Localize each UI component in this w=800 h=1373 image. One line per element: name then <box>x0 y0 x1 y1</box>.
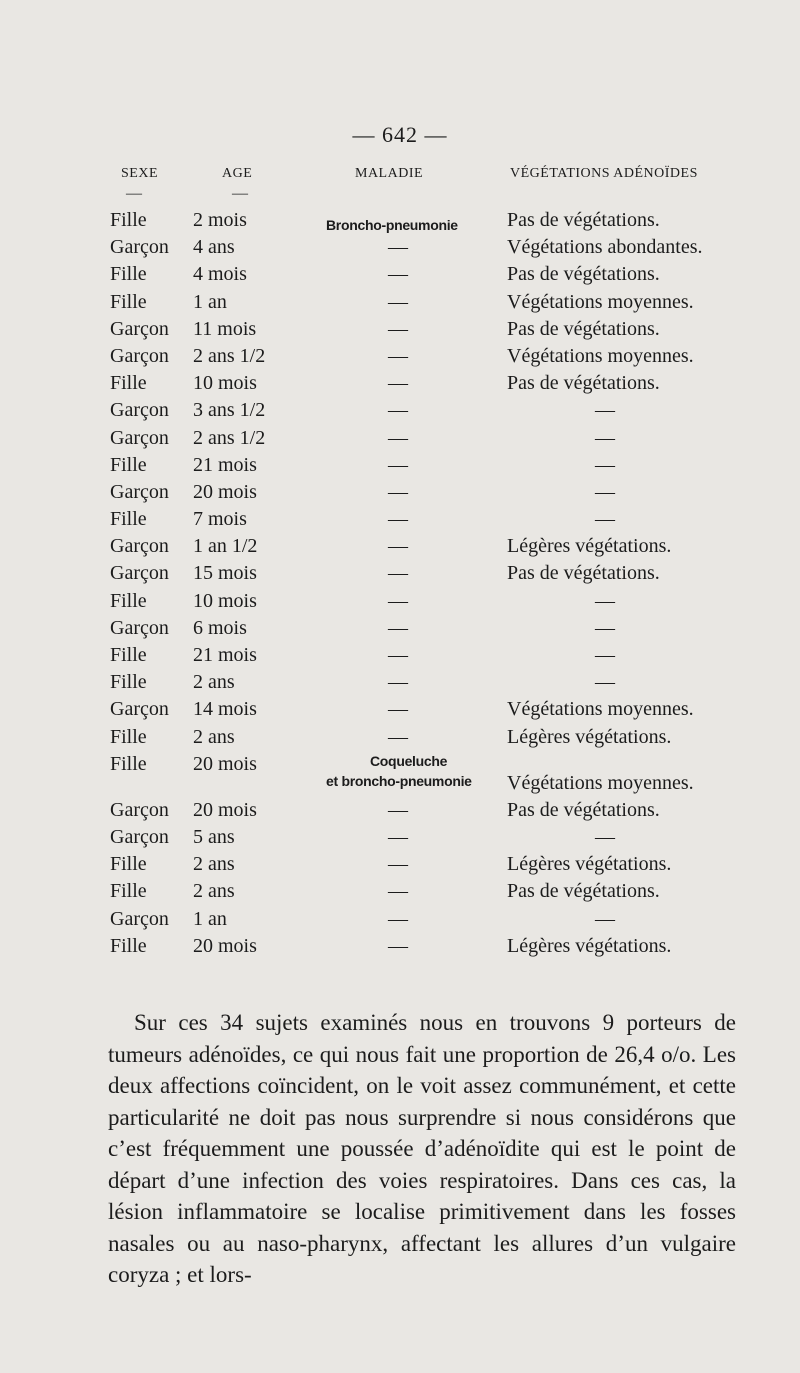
cell-vegetations: — <box>595 399 615 422</box>
cell-age: 6 mois <box>193 616 247 639</box>
cell-sexe: Fille <box>110 589 147 612</box>
table-row <box>0 452 800 479</box>
table-row <box>0 696 800 723</box>
cell-vegetations: — <box>595 825 615 848</box>
cell-vegetations: Pas de végétations. <box>507 209 660 231</box>
paragraph-text: Sur ces 34 sujets examinés nous en trouvons 9 porteurs de tumeurs adénoïdes, ce qui nous fait une proportion de 26,4 o/o. Les deux affections coïncident, on le voit assez communément, et cette particularité ne doit pas nous surprendre si nous considérons que c’est fréquemment une poussée d’adénoïdite qui est le point de départ d’une infection des voies respiratoires. Dans ces cas, la lésion inflammatoire se localise primitivement dans les fosses nasales ou au naso-pharynx, affectant les allures d’un vulgaire coryza ; et lors- <box>108 1010 736 1287</box>
table-row <box>0 207 800 234</box>
cell-sexe: Fille <box>110 725 147 748</box>
header-sexe: SEXE <box>121 166 158 181</box>
cell-sexe: Fille <box>110 644 147 666</box>
header-maladie: MALADIE <box>355 166 424 181</box>
cell-maladie: — <box>388 934 408 957</box>
cell-age: 1 an 1/2 <box>193 535 258 558</box>
cell-maladie-line1: Coqueluche <box>370 752 448 769</box>
cell-sexe: Garçon <box>110 236 169 259</box>
cell-maladie: — <box>388 644 408 666</box>
cell-sexe: Fille <box>110 372 147 395</box>
cell-maladie: — <box>388 344 408 367</box>
cell-age: 20 mois <box>193 752 257 775</box>
cell-vegetations: Pas de végétations. <box>507 880 660 903</box>
cell-sexe: Fille <box>110 752 147 775</box>
table-row <box>0 906 800 933</box>
header-rule: — <box>126 185 142 202</box>
cell-vegetations: — <box>595 508 615 531</box>
cell-sexe: Garçon <box>110 535 169 558</box>
cell-sexe: Fille <box>110 453 147 476</box>
cell-maladie-line2: et broncho-pneumonie <box>326 772 472 789</box>
cell-maladie: Broncho-pneumonie <box>326 217 458 233</box>
cell-age: 10 mois <box>193 589 257 612</box>
cell-vegetations: — <box>595 907 615 930</box>
cell-maladie: — <box>388 616 408 639</box>
table-row <box>0 397 800 424</box>
cell-vegetations: Végétations moyennes. <box>507 344 694 367</box>
cell-age: 4 ans <box>193 236 235 259</box>
cell-sexe: Garçon <box>110 399 169 422</box>
cell-age: 5 ans <box>193 825 235 848</box>
cell-vegetations: Pas de végétations. <box>507 562 660 585</box>
cell-maladie: — <box>388 698 408 721</box>
cell-vegetations: Pas de végétations. <box>507 372 660 395</box>
cell-age: 15 mois <box>193 562 257 585</box>
cell-age: 2 mois <box>193 209 247 231</box>
cell-age: 11 mois <box>193 317 257 340</box>
cell-age: 4 mois <box>193 263 247 286</box>
cell-sexe: Garçon <box>110 426 169 449</box>
cell-vegetations: Pas de végétations. <box>507 263 660 286</box>
cell-maladie: — <box>388 535 408 558</box>
cell-maladie: — <box>388 907 408 930</box>
cell-vegetations: Légères végétations. <box>507 725 672 748</box>
cell-sexe: Garçon <box>110 798 169 821</box>
cell-vegetations: — <box>595 616 615 639</box>
table-row <box>0 479 800 506</box>
cell-maladie: — <box>388 589 408 612</box>
table-row <box>0 797 800 824</box>
cell-age: 2 ans <box>193 880 235 903</box>
cell-vegetations: Légères végétations. <box>507 853 672 876</box>
table-row <box>0 588 800 615</box>
table-row <box>0 370 800 397</box>
table-row <box>0 289 800 316</box>
cell-vegetations: — <box>595 480 615 503</box>
cell-vegetations: — <box>595 589 615 612</box>
cell-maladie: — <box>388 508 408 531</box>
data-table <box>0 207 800 960</box>
cell-maladie: — <box>388 853 408 876</box>
cell-maladie: — <box>388 453 408 476</box>
cell-sexe: Fille <box>110 880 147 903</box>
table-row <box>0 642 800 669</box>
cell-sexe: Garçon <box>110 562 169 585</box>
table-header <box>0 166 800 188</box>
table-row <box>0 560 800 587</box>
cell-maladie: — <box>388 290 408 313</box>
cell-vegetations: Végétations moyennes. <box>507 290 694 313</box>
cell-vegetations: Pas de végétations. <box>507 317 660 340</box>
cell-age: 21 mois <box>193 453 257 476</box>
cell-vegetations: Légères végétations. <box>507 934 672 957</box>
table-row <box>0 669 800 696</box>
cell-maladie: — <box>388 263 408 286</box>
cell-maladie: — <box>388 399 408 422</box>
cell-age: 21 mois <box>193 644 257 666</box>
page-number: — 642 — <box>352 122 448 147</box>
table-row <box>0 234 800 261</box>
cell-age: 2 ans 1/2 <box>193 426 266 449</box>
cell-maladie: — <box>388 372 408 395</box>
cell-maladie: — <box>388 236 408 259</box>
cell-maladie: — <box>388 480 408 503</box>
cell-age: 14 mois <box>193 698 257 721</box>
table-row <box>0 824 800 851</box>
header-vegetations: VÉGÉTATIONS ADÉNOÏDES <box>510 166 698 181</box>
cell-age: 2 ans <box>193 671 235 694</box>
cell-sexe: Garçon <box>110 344 169 367</box>
cell-sexe: Garçon <box>110 825 169 848</box>
cell-maladie: — <box>388 725 408 748</box>
cell-vegetations: Pas de végétations. <box>507 798 660 821</box>
table-row <box>0 425 800 452</box>
cell-vegetations: Végétations abondantes. <box>507 236 703 259</box>
cell-age: 3 ans 1/2 <box>193 399 266 422</box>
cell-sexe: Fille <box>110 290 147 313</box>
cell-vegetations: — <box>595 426 615 449</box>
table-row <box>0 933 800 960</box>
table-row <box>0 506 800 533</box>
cell-sexe: Fille <box>110 209 147 231</box>
header-rule: — <box>232 185 248 202</box>
cell-sexe: Fille <box>110 263 147 286</box>
cell-sexe: Garçon <box>110 907 169 930</box>
table-row <box>0 343 800 370</box>
cell-age: 20 mois <box>193 798 257 821</box>
table-row <box>0 316 800 343</box>
cell-maladie: — <box>388 880 408 903</box>
cell-maladie: — <box>388 562 408 585</box>
table-row <box>0 615 800 642</box>
cell-sexe: Garçon <box>110 480 169 503</box>
cell-vegetations: — <box>595 453 615 476</box>
cell-sexe: Garçon <box>110 616 169 639</box>
cell-age: 2 ans <box>193 853 235 876</box>
table-row <box>0 751 800 797</box>
cell-age: 20 mois <box>193 934 257 957</box>
cell-sexe: Fille <box>110 934 147 957</box>
cell-age: 1 an <box>193 290 227 313</box>
table-row <box>0 851 800 878</box>
header-age: AGE <box>222 166 253 181</box>
cell-vegetations: — <box>595 671 615 694</box>
table-row <box>0 261 800 288</box>
cell-vegetations: Légères végétations. <box>507 535 672 558</box>
body-paragraph <box>108 1007 736 1291</box>
cell-sexe: Garçon <box>110 698 169 721</box>
table-row <box>0 724 800 751</box>
cell-age: 2 ans <box>193 725 235 748</box>
cell-age: 7 mois <box>193 508 247 531</box>
cell-maladie: — <box>388 317 408 340</box>
cell-vegetations: — <box>595 644 615 666</box>
cell-maladie: — <box>388 825 408 848</box>
cell-age: 20 mois <box>193 480 257 503</box>
cell-maladie: — <box>388 426 408 449</box>
table-row <box>0 533 800 560</box>
cell-sexe: Fille <box>110 853 147 876</box>
cell-age: 10 mois <box>193 372 257 395</box>
cell-age: 2 ans 1/2 <box>193 344 266 367</box>
cell-sexe: Fille <box>110 671 147 694</box>
cell-age: 1 an <box>193 907 227 930</box>
cell-vegetations: Végétations moyennes. <box>507 698 694 721</box>
cell-vegetations: Végétations moyennes. <box>507 771 694 794</box>
table-row <box>0 878 800 905</box>
cell-maladie: — <box>388 671 408 694</box>
cell-sexe: Garçon <box>110 317 169 340</box>
cell-maladie: — <box>388 798 408 821</box>
cell-sexe: Fille <box>110 508 147 531</box>
cell-maladie <box>326 751 472 791</box>
